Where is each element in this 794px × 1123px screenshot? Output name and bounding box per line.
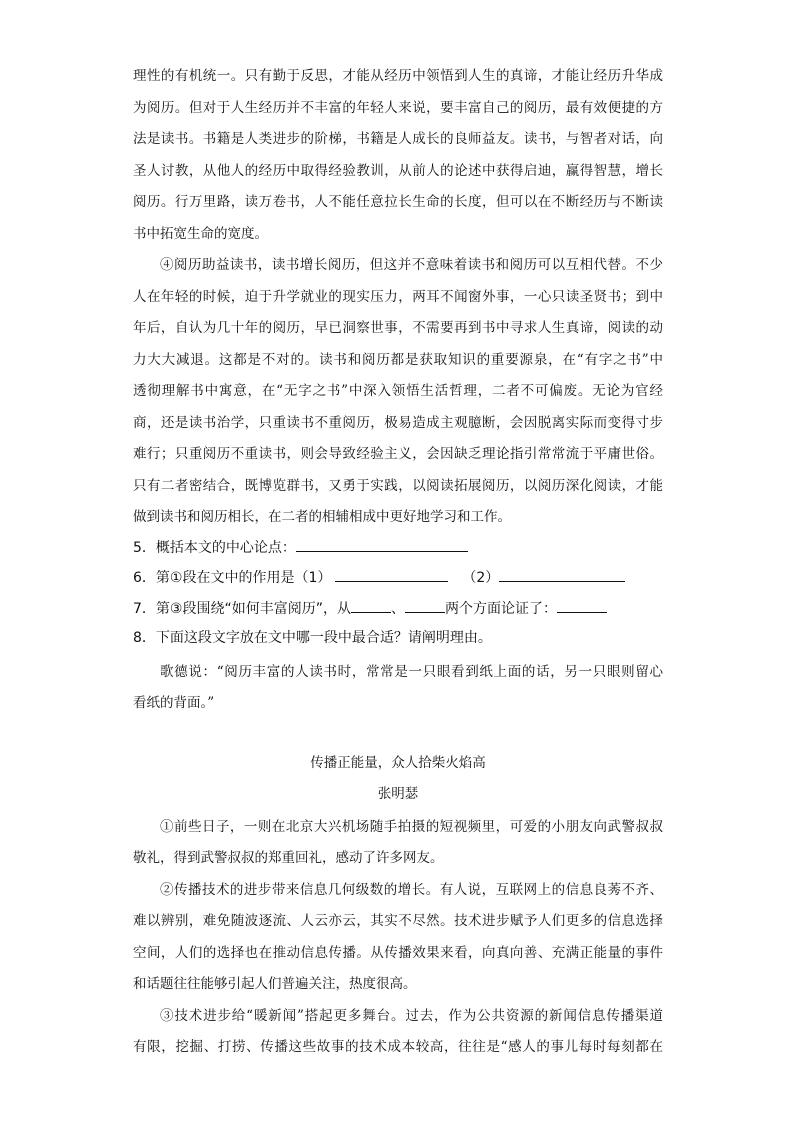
passage-line: ①前些日子，一则在北京大兴机场随手拍摄的短视频里，可爱的小朋友向武警叔叔 bbox=[160, 819, 663, 835]
question-8: 8．下面这段文字放在文中哪一段中最合适？请阐明理由。 bbox=[133, 630, 492, 646]
quote-line: 歌德说：“阅历丰富的人读书时，常常是一只眼看到纸上面的话，另一只眼则留心 bbox=[160, 664, 663, 680]
article-title: 传播正能量，众人拾柴火焰高 bbox=[310, 755, 486, 771]
answer-blank[interactable] bbox=[296, 537, 468, 552]
passage-line: 有限，挖掘、打捞、传播这些故事的技术成本较高，往往是“感人的事儿每时每刻都在 bbox=[133, 1039, 663, 1055]
passage-line: 敬礼，得到武警叔叔的郑重回礼，感动了许多网友。 bbox=[133, 850, 444, 866]
answer-blank[interactable] bbox=[335, 567, 448, 582]
answer-blank[interactable] bbox=[557, 598, 607, 613]
passage-line: ③技术进步给“暖新闻”搭起更多舞台。过去，作为公共资源的新闻信息传播渠道 bbox=[160, 1008, 663, 1024]
passage-line: 圣人讨教，从他人的经历中取得经验教训，从前人的论述中获得启迪，赢得智慧，增长 bbox=[133, 163, 663, 179]
passage-line: 法是读书。书籍是人类进步的阶梯，书籍是人成长的良师益友。读书，与智者对话，向 bbox=[133, 131, 663, 147]
question-7-separator: 、 bbox=[390, 601, 405, 617]
question-6-part-2: （2） bbox=[462, 570, 500, 586]
paragraph-4-start: ④阅历助益读书，读书增长阅历，但这并不意味着读书和阅历可以互相代替。不少 bbox=[160, 257, 663, 273]
answer-blank[interactable] bbox=[405, 598, 445, 613]
passage-line: 力大大减退。这都是不对的。读书和阅历都是获取知识的重要源泉，在“有字之书”中 bbox=[133, 352, 663, 368]
passage-line: 人在年轻的时候，迫于升学就业的现实压力，两耳不闻窗外事，一心只读圣贤书；到中 bbox=[133, 289, 663, 305]
passage-line: 空间，人们的选择也在推动信息传播。从传播效果来看，向真向善、充满正能量的事件 bbox=[133, 945, 663, 961]
question-5-text: 5．概括本文的中心论点： bbox=[133, 540, 296, 556]
question-7-text-b: 两个方面论证了： bbox=[444, 601, 557, 617]
passage-line: 难以辨别，难免随波逐流、人云亦云，其实不尽然。技术进步赋予人们更多的信息选择 bbox=[133, 913, 663, 929]
passage-line: 和话题往往能够引起人们普遍关注，热度很高。 bbox=[133, 976, 417, 992]
passage-line: 只有二者密结合，既博览群书，又勇于实践，以阅读拓展阅历，以阅历深化阅读，才能 bbox=[133, 478, 663, 494]
question-6 bbox=[133, 567, 625, 588]
quote-line: 看纸的背面。” bbox=[133, 695, 215, 711]
article-author: 张明瑟 bbox=[377, 786, 419, 802]
question-7 bbox=[133, 598, 607, 619]
passage-line: 做到读书和阅历相长，在二者的相辅相成中更好地学习和工作。 bbox=[133, 509, 511, 525]
question-7-text: 7．第③段围绕“如何丰富阅历”，从 bbox=[133, 601, 351, 617]
question-6-text: 6．第①段在文中的作用是（1） bbox=[133, 570, 332, 586]
passage-line: 为阅历。但对于人生经历并不丰富的年轻人来说，要丰富自己的阅历，最有效便捷的方 bbox=[133, 100, 663, 116]
answer-blank[interactable] bbox=[351, 598, 391, 613]
answer-blank[interactable] bbox=[499, 567, 625, 582]
passage-line: 年后，自认为几十年的阅历，早已洞察世事，不需要再到书中寻求人生真谛，阅读的动 bbox=[133, 320, 663, 336]
passage-line: 理性的有机统一。只有勤于反思，才能从经历中领悟到人生的真谛，才能让经历升华成 bbox=[133, 68, 663, 84]
passage-line: 透彻理解书中寓意，在“无字之书”中深入领悟生活哲理，二者不可偏废。无论为官经 bbox=[133, 383, 663, 399]
passage-line: 商，还是读书治学，只重读书不重阅历，极易造成主观臆断，会因脱离实际而变得寸步 bbox=[133, 415, 663, 431]
passage-line: ②传播技术的进步带来信息几何级数的增长。有人说，互联网上的信息良莠不齐、 bbox=[160, 882, 663, 898]
question-5 bbox=[133, 537, 468, 558]
passage-line: 书中拓宽生命的宽度。 bbox=[133, 226, 268, 242]
passage-line: 阅历。行万里路，读万卷书，人不能任意拉长生命的长度，但可以在不断经历与不断读 bbox=[133, 194, 663, 210]
passage-line: 难行；只重阅历不重读书，则会导致经验主义，会因缺乏理论指引常常流于平庸世俗。 bbox=[133, 446, 663, 462]
